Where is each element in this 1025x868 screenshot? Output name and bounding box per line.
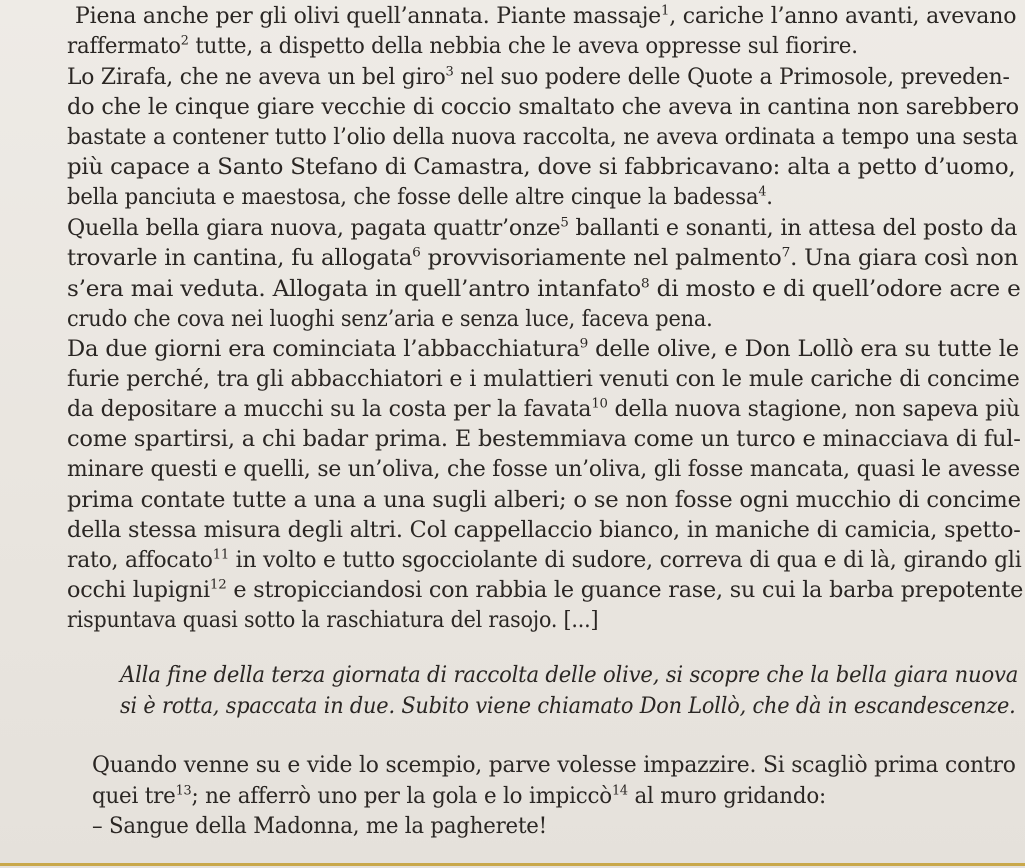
text-segment: minare questi e quelli, se un’oliva, che fosse un’oliva, gli fosse mancata, quasi le avesse <box>67 457 1020 482</box>
footnote-marker: 11 <box>212 547 229 563</box>
text-line <box>67 127 1018 149</box>
text-segment: da depositare a mucchi su la costa per la favata <box>67 397 592 422</box>
text-line <box>67 245 1019 271</box>
text-segment: , cariche l’anno avanti, avevano <box>669 4 1017 29</box>
text-segment: di mosto e di quell’odore acre e <box>649 277 1021 302</box>
text-line <box>67 184 773 210</box>
footnote-marker: 14 <box>611 783 628 799</box>
text-segment: Piena anche per gli olivi quell’annata. Piante massaje <box>75 4 662 29</box>
text-line <box>67 520 1021 542</box>
text-segment: Quella bella giara nuova, pagata quattr’onze <box>67 216 561 241</box>
text-segment: Quando venne su e vide lo scempio, parve volesse impazzire. Si scagliò prima contro <box>92 753 1016 778</box>
text-segment: do che le cinque giare vecchie di coccio smaltato che aveva in cantina non sarebbero <box>67 95 1019 120</box>
text-line <box>92 755 1016 777</box>
text-line <box>92 816 547 838</box>
footnote-marker: 4 <box>758 184 767 200</box>
text-line <box>92 783 827 809</box>
text-line <box>120 696 1016 718</box>
text-segment: s’era mai veduta. Allogata in quell’antro intanfato <box>67 277 641 302</box>
text-segment: rato, affocato <box>67 548 213 573</box>
text-segment: nel suo podere delle Quote a Primosole, preveden- <box>453 65 1010 90</box>
text-segment: e stropicciandosi con rabbia le guance rase, su cui la barba prepotente <box>226 578 1024 603</box>
text-line <box>67 429 1021 451</box>
text-segment: Da due giorni era cominciata l’abbacchiatura <box>67 337 580 362</box>
text-line <box>75 3 1017 29</box>
text-segment: provvisoriamente nel palmento <box>420 246 782 271</box>
text-segment: occhi lupigni <box>67 578 210 603</box>
text-segment: come spartirsi, a chi badar prima. E bestemmiava come un turco e minacciava di ful- <box>67 427 1021 452</box>
footnote-marker: 5 <box>560 215 569 231</box>
page-bottom-rule <box>0 863 1025 866</box>
text-line <box>67 276 1021 302</box>
text-segment: tutte, a dispetto della nebbia che le aveva oppresse sul fiorire. <box>188 34 858 59</box>
footnote-marker: 7 <box>781 245 791 261</box>
text-line <box>120 665 1018 687</box>
text-line <box>67 309 713 331</box>
text-segment: ballanti e sonanti, in attesa del posto da <box>568 216 1018 241</box>
text-segment: trovarle in cantina, fu allogata <box>67 246 413 271</box>
text-segment: al muro gridando: <box>627 784 827 809</box>
text-line <box>67 577 1024 603</box>
text-segment: . <box>766 185 773 210</box>
text-line <box>67 490 1021 512</box>
footnote-marker: 10 <box>591 396 608 412</box>
text-line <box>67 33 858 59</box>
footnote-marker: 13 <box>175 783 192 799</box>
text-line <box>67 459 1020 481</box>
text-segment: furie perché, tra gli abbacchiatori e i mulattieri venuti con le mule cariche di concime <box>67 367 1020 392</box>
text-line <box>67 64 1010 90</box>
footnote-marker: 1 <box>661 3 670 19</box>
text-segment: rispuntava quasi sotto la raschiatura del rasojo. [...] <box>67 608 599 633</box>
text-segment: crudo che cova nei luoghi senz’aria e senza luce, faceva pena. <box>67 307 713 332</box>
text-line <box>67 547 1022 573</box>
footnote-marker: 9 <box>579 336 589 352</box>
text-line <box>67 215 1018 241</box>
text-segment: bella panciuta e maestosa, che fosse delle altre cinque la badessa <box>67 185 759 210</box>
text-segment: Alla fine della terza giornata di raccolta delle olive, si scopre che la bella giara nuova <box>120 663 1019 688</box>
footnote-marker: 12 <box>209 577 227 593</box>
text-segment: più capace a Santo Stefano di Camastra, dove si fabbricavano: alta a petto d’uomo, <box>67 155 1016 180</box>
text-segment: della stessa misura degli altri. Col cappellaccio bianco, in maniche di camicia, spetto- <box>67 518 1021 543</box>
text-segment: quei tre <box>92 784 176 809</box>
text-line <box>67 369 1020 391</box>
text-segment: delle olive, e Don Lollò era su tutte le <box>588 337 1020 362</box>
footnote-marker: 3 <box>445 64 454 80</box>
text-segment: raffermato <box>67 34 181 59</box>
text-line <box>67 97 1019 119</box>
text-segment: della nuova stagione, non sapeva più <box>607 397 1020 422</box>
text-segment: si è rotta, spaccata in due. Subito viene chiamato Don Lollò, che dà in escandescenze. <box>120 694 1016 719</box>
text-line <box>67 336 1020 362</box>
footnote-marker: 6 <box>412 245 421 261</box>
text-segment: – Sangue della Madonna, me la pagherete! <box>92 814 548 839</box>
text-segment: prima contate tutte a una a una sugli alberi; o se non fosse ogni mucchio di concime <box>67 488 1021 513</box>
text-line <box>67 610 598 632</box>
text-segment: ; ne afferrò uno per la gola e lo impiccò <box>191 784 612 809</box>
footnote-marker: 8 <box>640 276 650 292</box>
text-segment: bastate a contener tutto l’olio della nuova raccolta, ne aveva ordinata a tempo una sesta <box>67 125 1018 150</box>
text-segment: . Una giara così non <box>790 246 1019 271</box>
text-segment: Lo Zirafa, che ne aveva un bel giro <box>67 65 446 90</box>
text-segment: in volto e tutto sgocciolante di sudore, correva di qua e di là, girando gli <box>228 548 1022 573</box>
text-line <box>67 157 1015 179</box>
footnote-marker: 2 <box>180 33 189 49</box>
text-line <box>67 396 1020 422</box>
